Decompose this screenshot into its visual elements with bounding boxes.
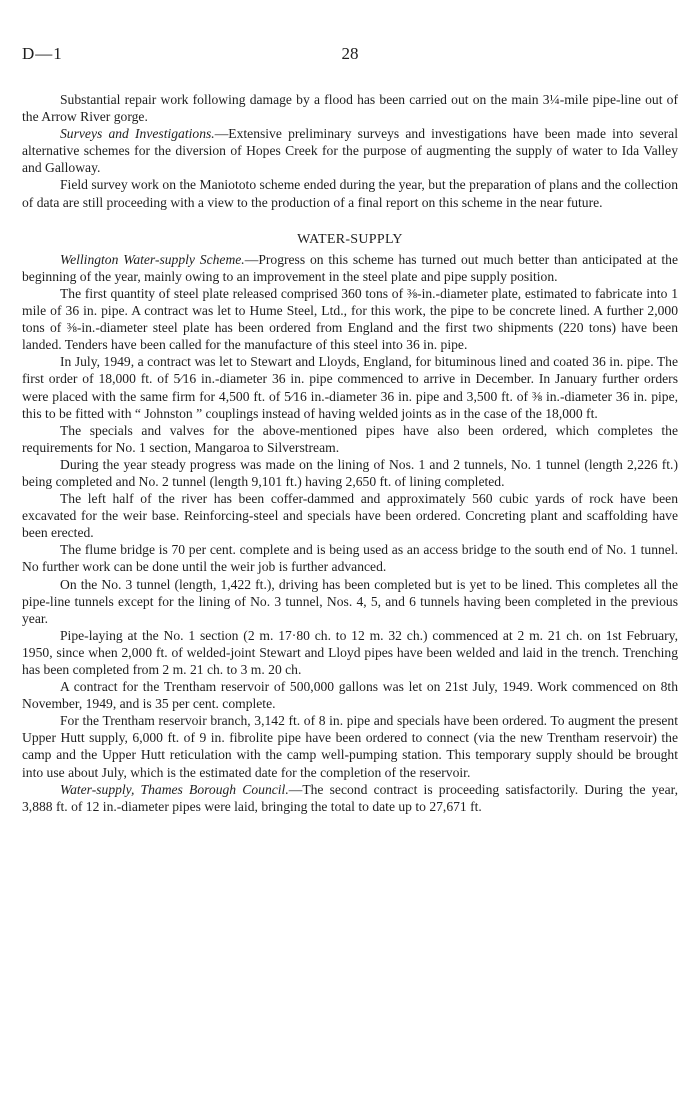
paragraph-pipe-laying: Pipe-laying at the No. 1 section (2 m. 17·80 ch. to 12 m. 32 ch.) commenced at 2 m. 21 ch. on 1st February, 1950, since when 2,000 ft. of welded-joint Stewart and Lloyd pipes have been welded and laid in the trench. Trenching has been completed from 2 m. 21 ch. to 3 m. 20 ch.: [22, 627, 678, 677]
paragraph-field-survey: Field survey work on the Maniototo scheme ended during the year, but the preparation of plans and the collection of data are still proceeding with a view to the production of a final report on this scheme in the near future.: [22, 177, 678, 210]
thames-title: Water-supply, Thames Borough Council.: [60, 781, 289, 797]
paragraph-trentham-branch: For the Trentham reservoir branch, 3,142 ft. of 8 in. pipe and specials have been ordered. To augment the present Upper Hutt supply, 6,000 ft. of 9 in. fibrolite pipe have been ordered to connect (via the new Trentham reservoir) the camp and the Upper Hutt reticulation with the camp well-pumping station. This temporary supply should be brought into use about July, which is the estimated date for the completion of the reservoir.: [22, 713, 678, 780]
surveys-title: Surveys and Investigations.: [60, 126, 215, 142]
wellington-title: Wellington Water-supply Scheme.: [60, 251, 245, 267]
paragraph-left-half: The left half of the river has been coffer-dammed and approximately 560 cubic yards of rock have been excavated for the weir base. Reinforcing-steel and specials have been ordered. Concreting plant and scaffolding have been erected.: [22, 491, 678, 541]
section-heading: WATER-SUPPLY: [297, 231, 403, 247]
paragraph-repair: Substantial repair work following damage by a flood has been carried out on the main 3¼-mile pipe-line out of the Arrow River gorge.: [22, 92, 678, 125]
paragraph-thames: [22, 781, 678, 815]
paragraph-surveys: [22, 125, 678, 176]
surveys-text: —Extensive preliminary surveys and investigations have been made into several alternative schemes for the diversion of Hopes Creek for the purpose of augmenting the supply of water to Ida Valley and Galloway.: [22, 126, 678, 176]
document-reference: D—1: [22, 44, 63, 63]
paragraph-july-1949: In July, 1949, a contract was let to Stewart and Lloyds, England, for bituminous lined and coated 36 in. pipe. The first order of 18,000 ft. of 5⁄16 in.-diameter 36 in. pipe commenced to arrive in December. In January further orders were placed with the same firm for 4,500 ft. of 5⁄16 in.-diameter 36 in. pipe and 3,500 ft. of ⅜ in.-diameter 36 in. pipe, this to be fitted with “ Johnston ” couplings instead of having welded joints as in the case of the 18,000 ft.: [22, 354, 678, 421]
wellington-text: —Progress on this scheme has turned out much better than anticipated at the beginning of the year, mainly owing to an improvement in the steel plate and pipe supply position.: [22, 251, 678, 284]
paragraph-specials: The specials and valves for the above-mentioned pipes have also been ordered, which completes the requirements for No. 1 section, Mangaroa to Silverstream.: [22, 422, 678, 455]
paragraph-steel-plate: The first quantity of steel plate released comprised 360 tons of ⅜-in.-diameter plate, estimated to fabricate into 1 mile of 36 in. pipe. A contract was let to Hume Steel, Ltd., for this work, the pipe to be concrete lined. A further 2,000 tons of ⅜-in.-diameter steel plate has been ordered from England and the first two shipments (220 tons) have been landed. Tenders have been called for the manufacture of this steel into 36 in. pipe.: [22, 285, 678, 353]
paragraph-tunnels: During the year steady progress was made on the lining of Nos. 1 and 2 tunnels, No. 1 tunnel (length 2,226 ft.) being completed and No. 2 tunnel (length 9,101 ft.) having 2,650 ft. of lining completed.: [22, 456, 678, 489]
section-gap: [22, 211, 678, 231]
page-header: [0, 44, 700, 68]
page-body: [22, 91, 678, 815]
paragraph-trentham-reservoir: A contract for the Trentham reservoir of 500,000 gallons was let on 21st July, 1949. Work commenced on 8th November, 1949, and is 35 per cent. complete.: [22, 679, 678, 712]
page-number: 28: [341, 44, 359, 63]
paragraph-flume: The flume bridge is 70 per cent. complete and is being used as an access bridge to the south end of No. 1 tunnel. No further work can be done until the weir job is further advanced.: [22, 542, 678, 575]
paragraph-wellington: [22, 251, 678, 285]
thames-text: —The second contract is proceeding satisfactorily. During the year, 3,888 ft. of 12 in.-diameter pipes were laid, bringing the total to date up to 27,671 ft.: [22, 781, 679, 814]
paragraph-tunnel-3: On the No. 3 tunnel (length, 1,422 ft.), driving has been completed but is yet to be lined. This completes all the pipe-line tunnels except for the lining of No. 3 tunnel, Nos. 4, 5, and 6 tunnels having been completed in the previous year.: [22, 576, 678, 626]
